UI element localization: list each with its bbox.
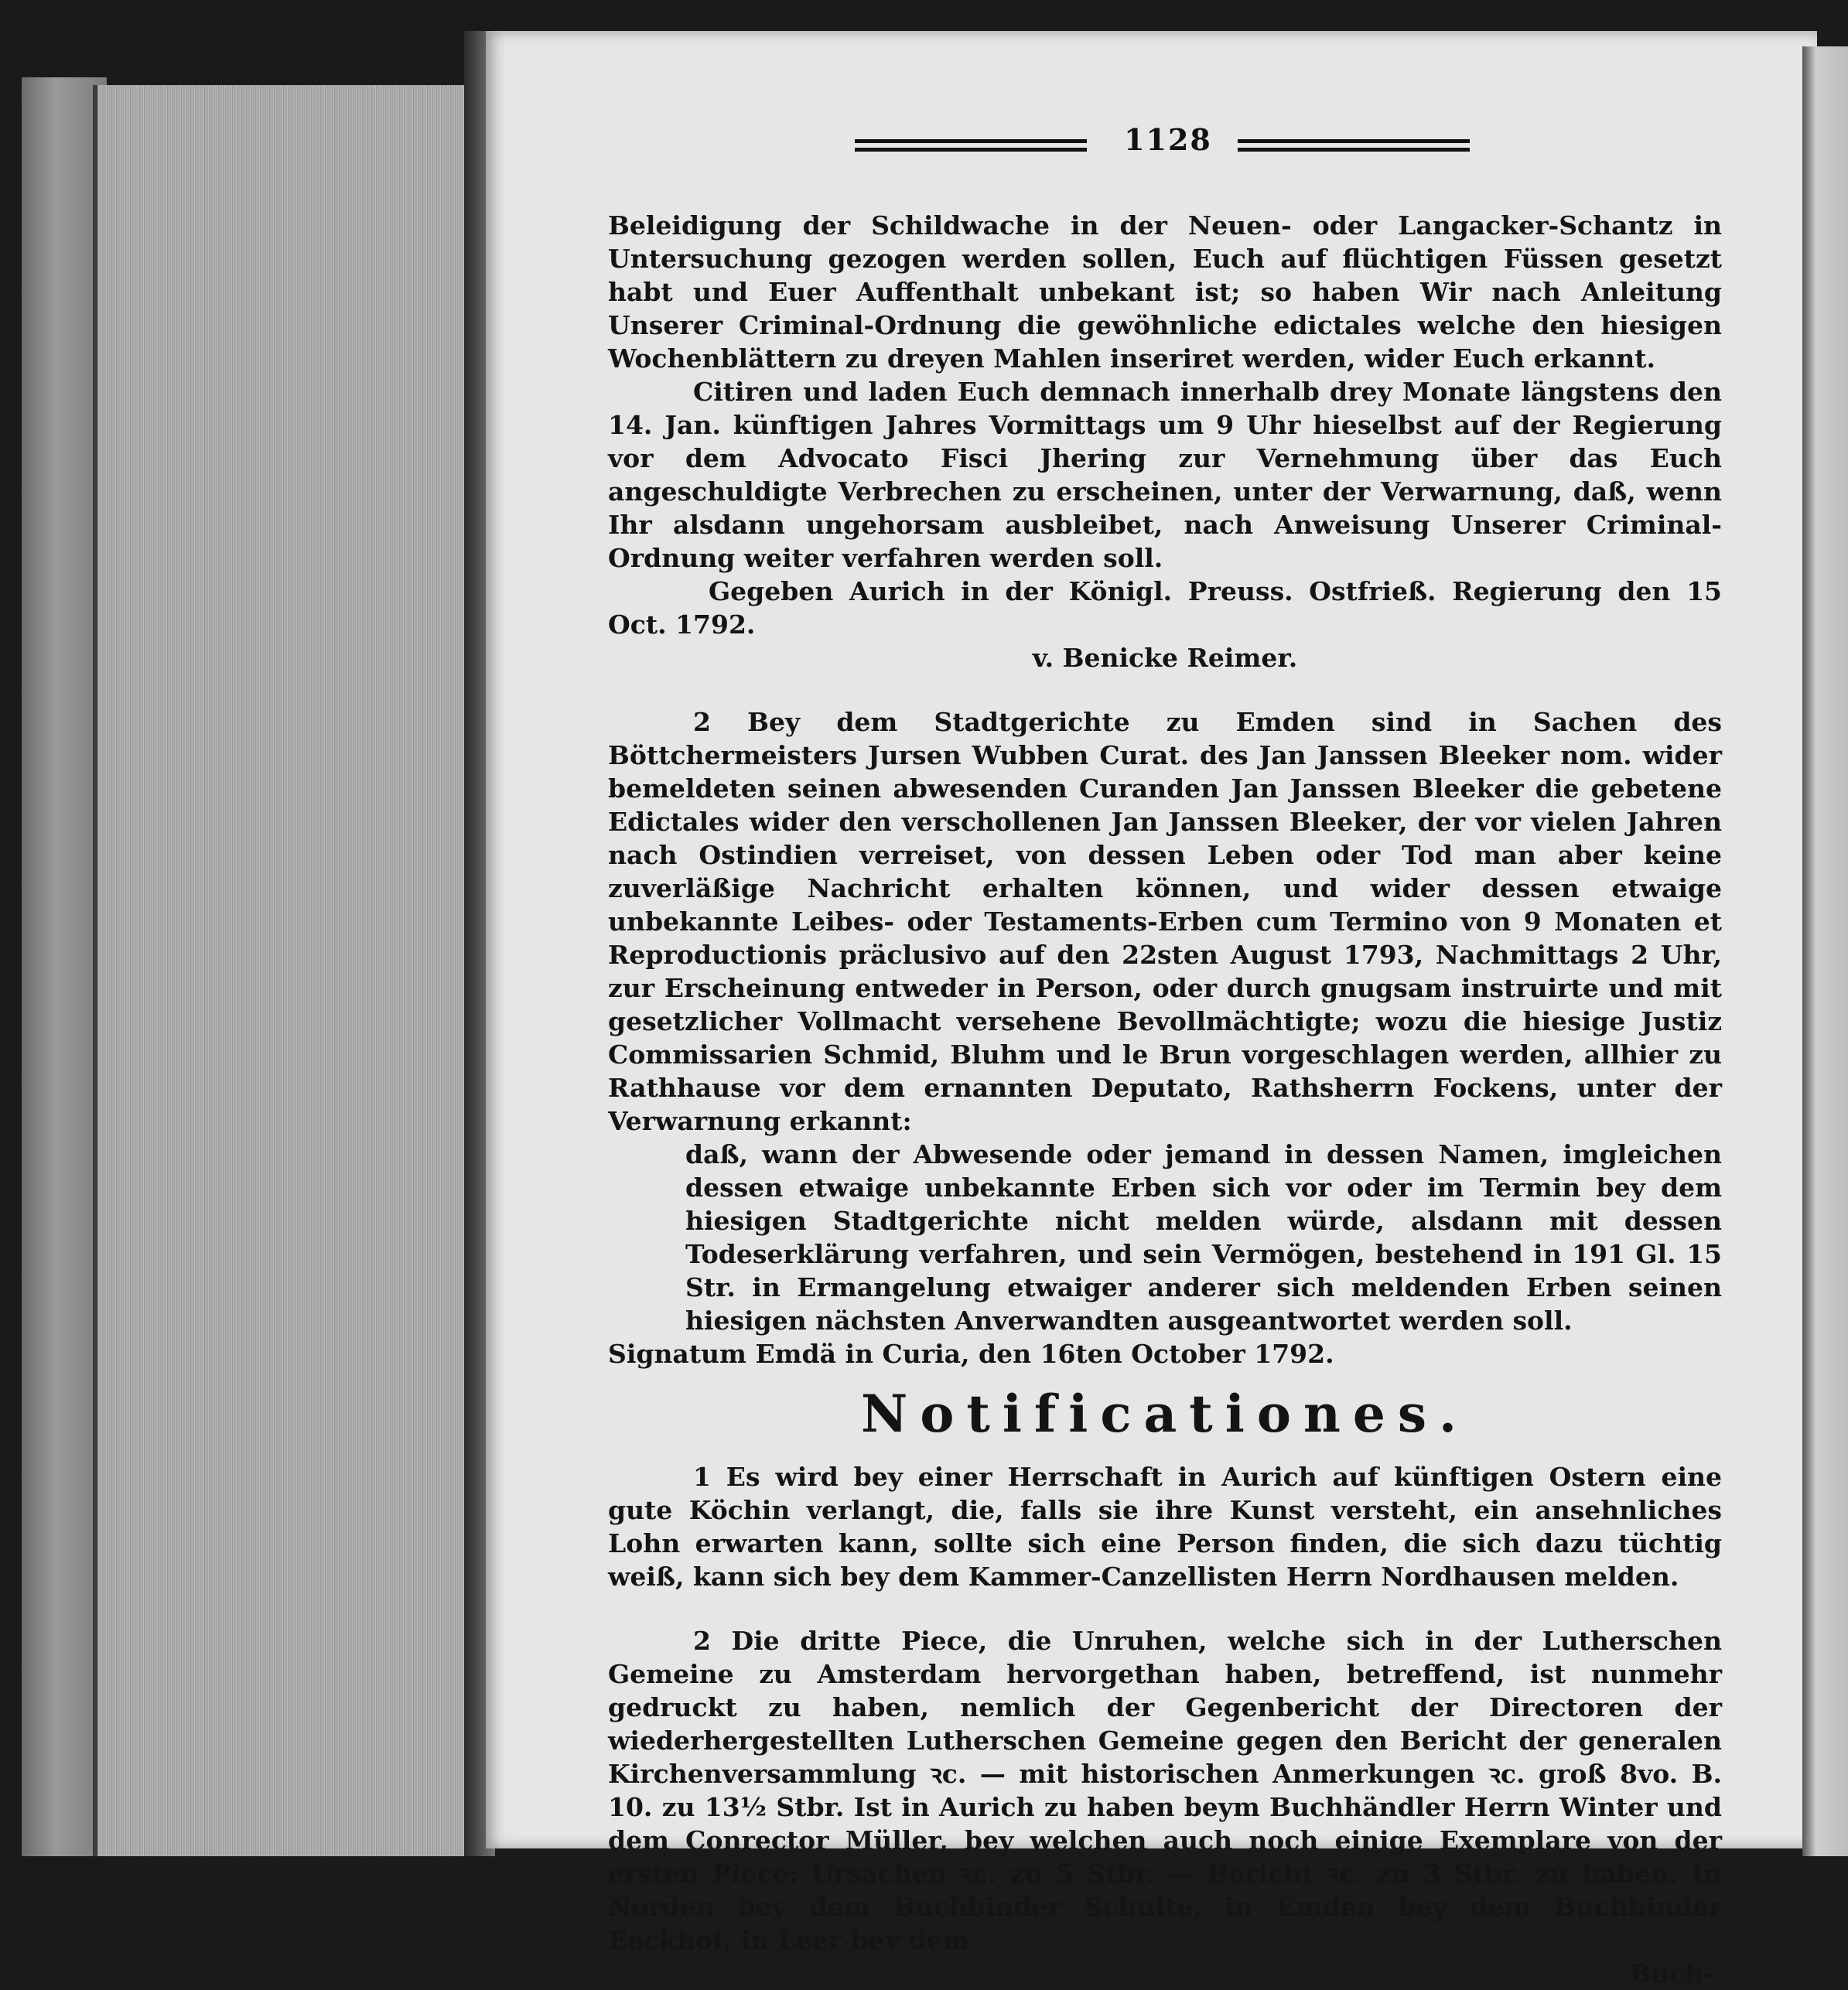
paragraph-edictal-emden: 2 Bey dem Stadtgerichte zu Emden sind in Sachen des Böttchermeisters Jursen Wubben Curat. des Jan Janssen Bleeker nom. wider bemeldeten seinen abwesenden Curanden Jan Janssen Bleeker die gebetene Edictales wider den verschollenen Jan Janssen Bleeker, der vor vielen Jahren nach Ostindien verreiset, von dessen Leben oder Tod man aber keine zuverläßige Nachricht erhalten können, und wider dessen etwaige unbekannte Leibes- oder Testaments-Erben cum Termino von 9 Monaten et Reproductionis präclusivo auf den 22sten August 1793, Nachmittags 2 Uhr, zur Erscheinung entweder in Person, oder durch gnugsam instruirte und mit gesetzlicher Vollmacht versehene Bevollmächtigte; wozu die hiesige Justiz Commissarien Schmid, Bluhm und le Brun vorgeschlagen werden, allhier zu Rathhause vor dem ernannten Deputato, Rathsherrn Fockens, unter der Verwarnung erkannt: — [608, 707, 1722, 1136]
page-body — [608, 209, 1722, 1990]
paragraph-summons: Citiren und laden Euch demnach innerhalb drey Monate längstens den 14. Jan. künftigen Jahres Vormittags um 9 Uhr hieselbst auf der Regierung vor dem Advocato Fisci Jhering zur Vernehmung über das Euch angeschuldigte Verbrechen zu erscheinen, unter der Verwarnung, daß, wenn Ihr alsdann ungehorsam ausbleibet, nach Anweisung Unserer Criminal-Ordnung weiter verfahren werden soll. — [608, 377, 1722, 573]
dateline-aurich: Gegeben Aurich in der Königl. Preuss. Ostfrieß. Regierung den 15 Oct. 1792. — [608, 576, 1722, 640]
catchword: Buch- — [1629, 1958, 1714, 1988]
header-rule-left — [855, 139, 1087, 152]
paragraph-edictal-clause: daß, wann der Abwesende oder jemand in dessen Namen, imgleichen dessen etwaige unbekannte Erben sich vor oder im Termin bey dem hiesigen Stadtgerichte nicht melden würde, alsdann mit dessen Todeserklärung verfahren, und sein Vermögen, bestehend in 191 Gl. 15 Str. in Ermangelung etwaiger anderer sich meldenden Erben seinen hiesigen nächsten Anverwandten ausgeantwortet werden soll. — [685, 1139, 1722, 1336]
dateline-emden: Signatum Emdä in Curia, den 16ten October 1792. — [608, 1339, 1334, 1369]
next-page-edge — [1802, 46, 1848, 1856]
header-rule-right — [1238, 139, 1470, 152]
notice-book-sale: 2 Die dritte Piece, die Unruhen, welche sich in der Lutherschen Gemeine zu Amsterdam hervorgethan haben, betreffend, ist nunmehr gedruckt zu haben, nemlich der Gegenbericht der Directoren der wiederhergestellten Lutherschen Gemeine gegen den Bericht der generalen Kirchenversammlung ꝛc. — mit historischen Anmerkungen ꝛc. groß 8vo. B. 10. zu 13½ Stbr. Ist in Aurich zu haben beym Buchhändler Herrn Winter und dem Conrector Müller, bey welchen auch noch einige Exemplare von der ersten Piece: Ursachen ꝛc. zu 5 Stbr. — Bericht ꝛc. zu 3 Stbr. zu haben. In Norden bey dem Buchbinder Schulte, in Emden bey dem Buchbinder Eeckhof, in Leer bey dem — [608, 1626, 1722, 1955]
paragraph-citation-continued: Beleidigung der Schildwache in der Neuen- oder Langacker-Schantz in Untersuchung gezogen werden sollen, Euch auf flüchtigen Füssen gesetzt habt und Euer Auffenthalt unbekant ist; so haben Wir nach Anleitung Unserer Criminal-Ordnung die gewöhnliche edictales welche den hiesigen Wochenblättern zu dreyen Mahlen inseriret werden, wider Euch erkannt. — [608, 210, 1722, 374]
section-heading: Notificationes. — [860, 1384, 1469, 1444]
page-number: 1128 — [1124, 122, 1212, 157]
notice-cook-wanted: 1 Es wird bey einer Herrschaft in Aurich auf künftigen Ostern eine gute Köchin verlangt, die, falls sie ihre Kunst versteht, ein ansehnliches Lohn erwarten kann, sollte sich eine Person finden, die sich dazu tüchtig weiß, kann sich bey dem Kammer-Canzellisten Herrn Nordhausen melden. — [608, 1462, 1722, 1592]
signatories: v. Benicke Reimer. — [1032, 643, 1298, 673]
book-fore-edge — [93, 85, 484, 1856]
page-header — [855, 122, 1466, 169]
